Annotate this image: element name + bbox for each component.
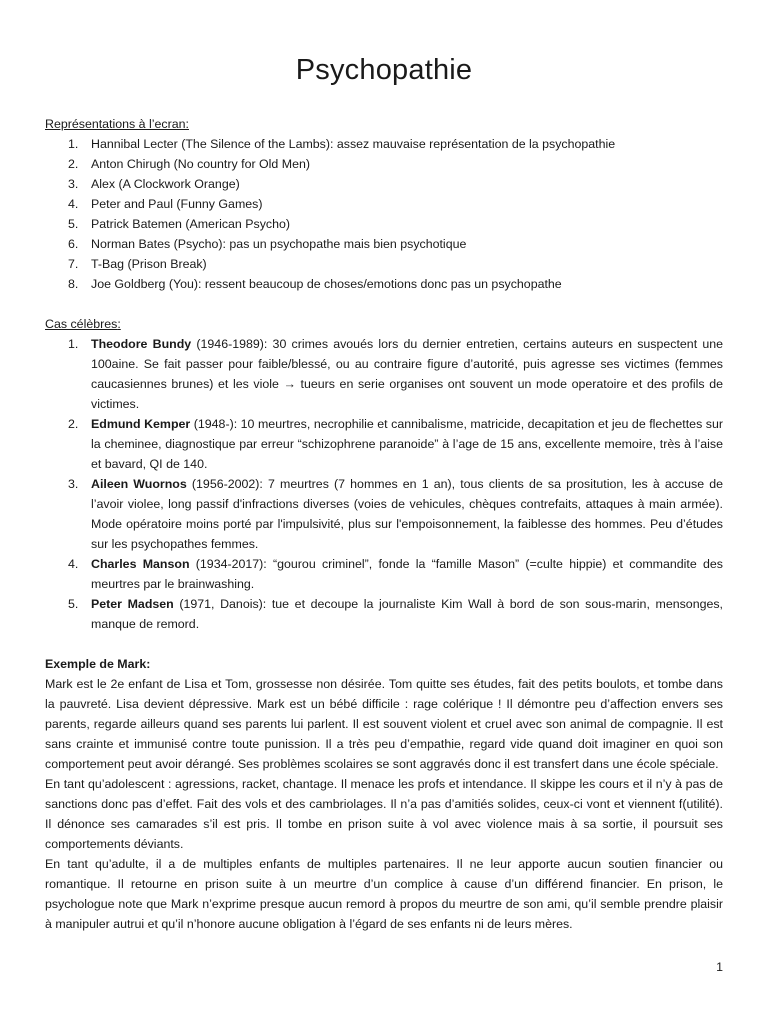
list-item: 8. Joe Goldberg (You): ressent beaucoup de choses/emotions donc pas un psychopathe (68, 277, 562, 291)
list-item: 6. Norman Bates (Psycho): pas un psychopathe mais bien psychotique (68, 237, 467, 251)
page-title: Psychopathie (295, 54, 473, 86)
list-item: 3. Alex (A Clockwork Orange) (68, 177, 240, 191)
list-item: 7. T-Bag (Prison Break) (68, 257, 207, 271)
list-item: 2. Anton Chirugh (No country for Old Men) (68, 157, 310, 171)
page-number: 1 (716, 960, 723, 974)
section-screen (45, 114, 723, 294)
list-item: 4. Charles Manson (1934-2017): “gourou criminel”, fonde la “famille Mason” (=culte hippie) et commandite des meurtres par le brainwashing. (68, 557, 723, 591)
list-item: 5. Patrick Batemen (American Psycho) (68, 217, 291, 231)
section-heading: Cas célèbres: (45, 317, 121, 331)
list-item: 5. Peter Madsen (1971, Danois): tue et decoupe la journaliste Kim Wall à bord de son sous-marin, mensonges, manque de remord. (68, 597, 724, 631)
section-heading: Exemple de Mark: (45, 657, 151, 671)
paragraph: En tant qu’adulte, il a de multiples enfants de multiples partenaires. Il ne leur apporte aucun soutien financier ou romantique. Il retourne en prison suite à un meurtre d’un complice à cause d’un différend financier. En prison, le psychologue note que Mark n’exprime presque aucun remord à propos du meurtre de son ami, qu’il semble prendre plaisir à manipuler autrui et qu’il n’honore aucune obligation à l’égard de ses enfants ni de leurs mères. (45, 857, 723, 931)
list-item: 3. Aileen Wuornos (1956-2002): 7 meurtres (7 hommes en 1 an), tous clients de sa prositution, les à accuse de l’avoir violee, long passif d'infractions diverses (voies de vehicules, chèques contrefaits, attaques à main armée). Mode opératoire moins porté par l'impulsivité, plus sur l'empoisonnement, la faiblesse des hommes. Peu d’études sur les psychopathes femmes. (68, 477, 724, 551)
cases-list (45, 334, 723, 634)
screen-list (45, 134, 723, 294)
section-example (45, 654, 723, 934)
list-item: 1. Theodore Bundy (1946-1989): 30 crimes avoués lors du dernier entretien, certains auteurs en suspectent une 100aine. Se fait passer pour faible/blessé, ou au contraire figure d’autorité, puis agresse ses victimes (femmes caucasiennes brunes) et les viole → tueurs en serie organises ont souvent un mode operatoire et des profils de victimes. (68, 337, 724, 411)
list-item: 2. Edmund Kemper (1948-): 10 meurtres, necrophilie et cannibalisme, matricide, decapitation et jeu de flechettes sur la cheminee, diagnostique par erreur “schizophrene paranoide” à l’age de 15 ans, excellente memoire, très à l’aise et bavard, QI de 140. (68, 417, 724, 471)
paragraph: Mark est le 2e enfant de Lisa et Tom, grossesse non désirée. Tom quitte ses études, fait des petits boulots, et tombe dans la pauvreté. Lisa devient dépressive. Mark est un bébé difficile : rage colérique ! Il démontre peu d’affection envers ses parents, regarde ailleurs quand ses parents lui parlent. Il est souvent violent et cruel avec son animal de compagnie. Il est sans crainte et immunisé contre toute punission. Il a très peu d’empathie, regard vide quand doit imaginer en quoi son comportement peut avoir dérangé. Ses problèmes scolaires se sont aggravés donc il est transfert dans une école spéciale. (45, 677, 723, 771)
section-heading: Représentations à l’ecran: (45, 117, 189, 131)
section-cases (45, 314, 723, 634)
paragraph: En tant qu’adolescent : agressions, racket, chantage. Il menace les profs et intendance. Il skippe les cours et il n’y à pas de sanctions donc pas d’effet. Fait des vols et des cambriolages. Il n’a pas d’amitiés solides, ceux-ci vont et viennent f(utilité). Il dénonce ses camarades s’il est pris. Il tombe en prison suite à vol avec violence mais à sa sortie, il poursuit ses comportements déviants. (45, 777, 723, 851)
list-item: 1. Hannibal Lecter (The Silence of the Lambs): assez mauvaise représentation de la psychopathie (68, 137, 616, 151)
document-page (45, 50, 723, 934)
list-item: 4. Peter and Paul (Funny Games) (68, 197, 263, 211)
